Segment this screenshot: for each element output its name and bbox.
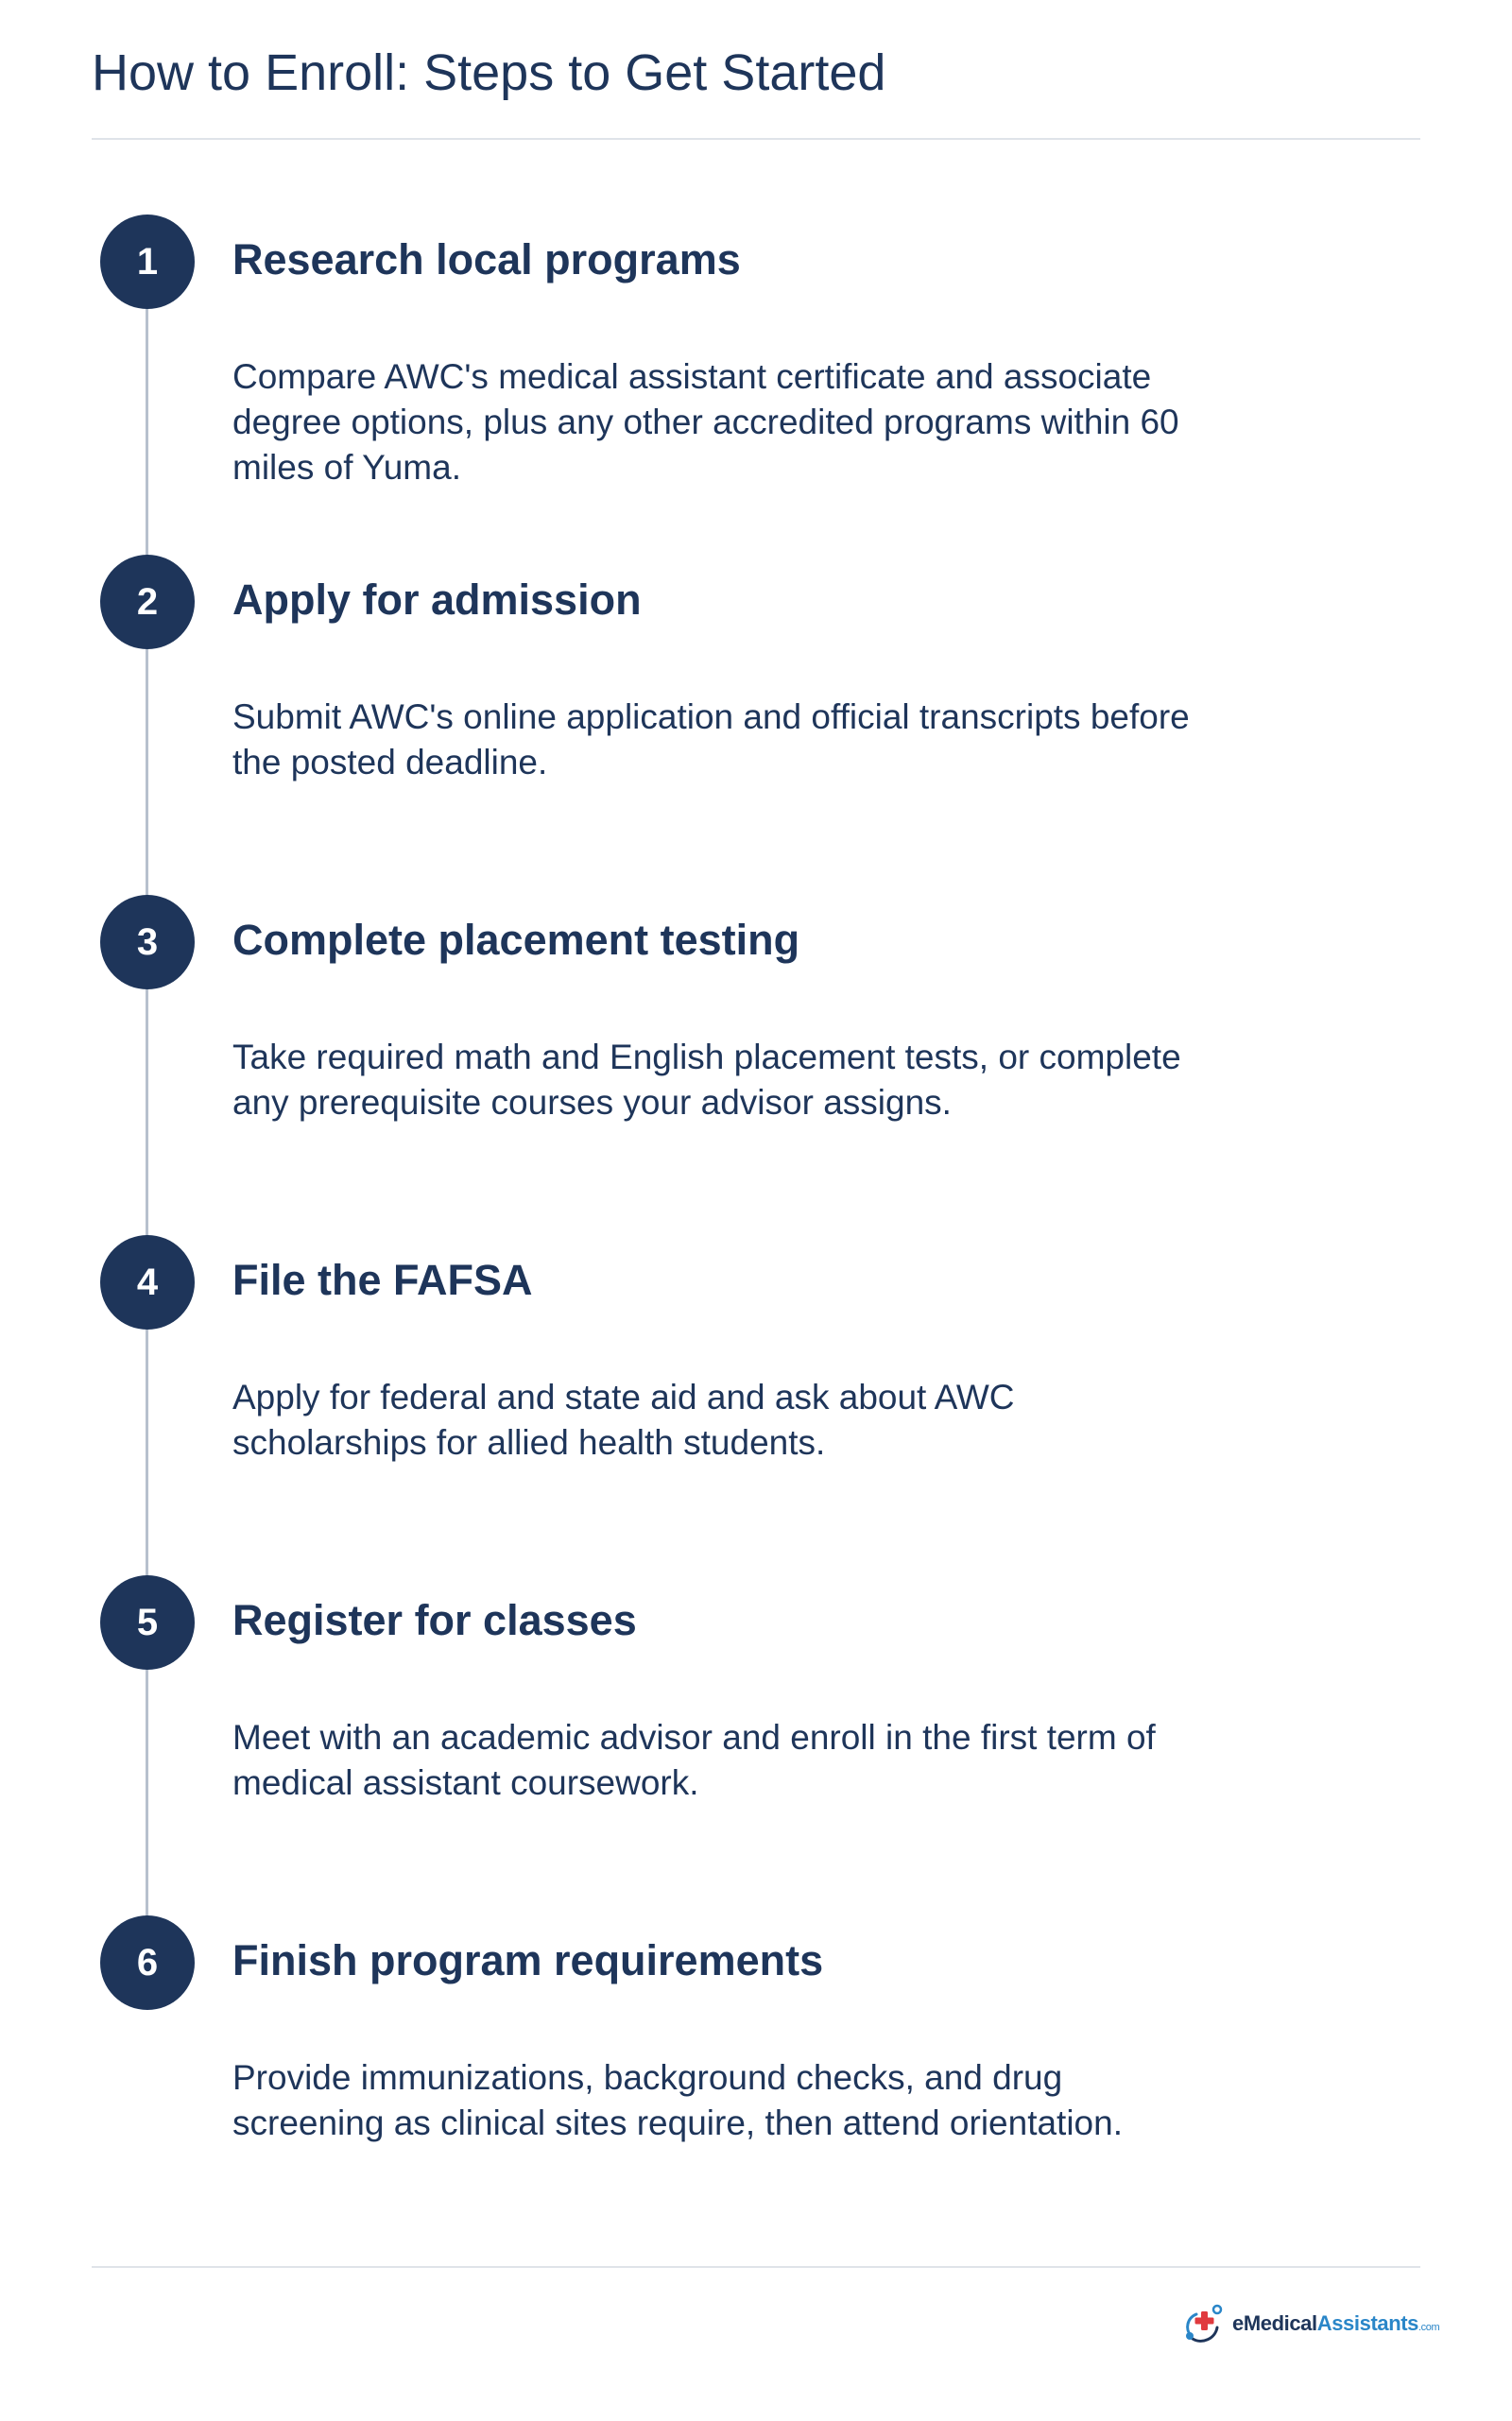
- emedicalassistants-logo[interactable]: [1181, 2300, 1439, 2347]
- page-title: How to Enroll: Steps to Get Started: [92, 44, 886, 101]
- footer-divider: [92, 2266, 1420, 2268]
- step-title: Research local programs: [232, 235, 741, 283]
- step-number-badge: 3: [100, 895, 195, 989]
- step-description: Compare AWC's medical assistant certificate and associate degree options, plus any other accredited programs within 60 miles of Yuma.: [232, 357, 1179, 487]
- medical-cross-logo-icon: [1181, 2301, 1227, 2346]
- step-number-badge: 1: [100, 215, 195, 309]
- step-item: [0, 555, 1512, 876]
- logo-wordmark-accent: Assistants: [1316, 2311, 1419, 2335]
- step-number-badge: 4: [100, 1235, 195, 1330]
- step-description: Meet with an academic advisor and enroll in the first term of medical assistant coursework.: [232, 1718, 1156, 1802]
- step-title: File the FAFSA: [232, 1256, 533, 1304]
- step-title: Finish program requirements: [232, 1936, 824, 1984]
- logo-wordmark: [1232, 2311, 1439, 2336]
- step-number-badge: 6: [100, 1915, 195, 2010]
- step-title: Complete placement testing: [232, 916, 800, 964]
- logo-wordmark-suffix: .com: [1418, 2322, 1440, 2333]
- step-item: [0, 1575, 1512, 1897]
- step-description: Take required math and English placement tests, or complete any prerequisite courses your advisor assigns.: [232, 1038, 1181, 1122]
- step-number-badge: 2: [100, 555, 195, 649]
- step-description: Apply for federal and state aid and ask about AWC scholarships for allied health students.: [232, 1378, 1015, 1462]
- step-number-badge: 5: [100, 1575, 195, 1670]
- step-item: [0, 1235, 1512, 1556]
- step-item: [0, 1915, 1512, 2237]
- step-item: [0, 215, 1512, 536]
- logo-wordmark-prefix: eMedical: [1232, 2311, 1317, 2335]
- step-item: [0, 895, 1512, 1216]
- step-description: Provide immunizations, background checks, and drug screening as clinical sites require, then attend orientation.: [232, 2058, 1123, 2142]
- step-title: Apply for admission: [232, 575, 642, 624]
- step-title: Register for classes: [232, 1596, 637, 1644]
- step-description: Submit AWC's online application and official transcripts before the posted deadline.: [232, 697, 1190, 781]
